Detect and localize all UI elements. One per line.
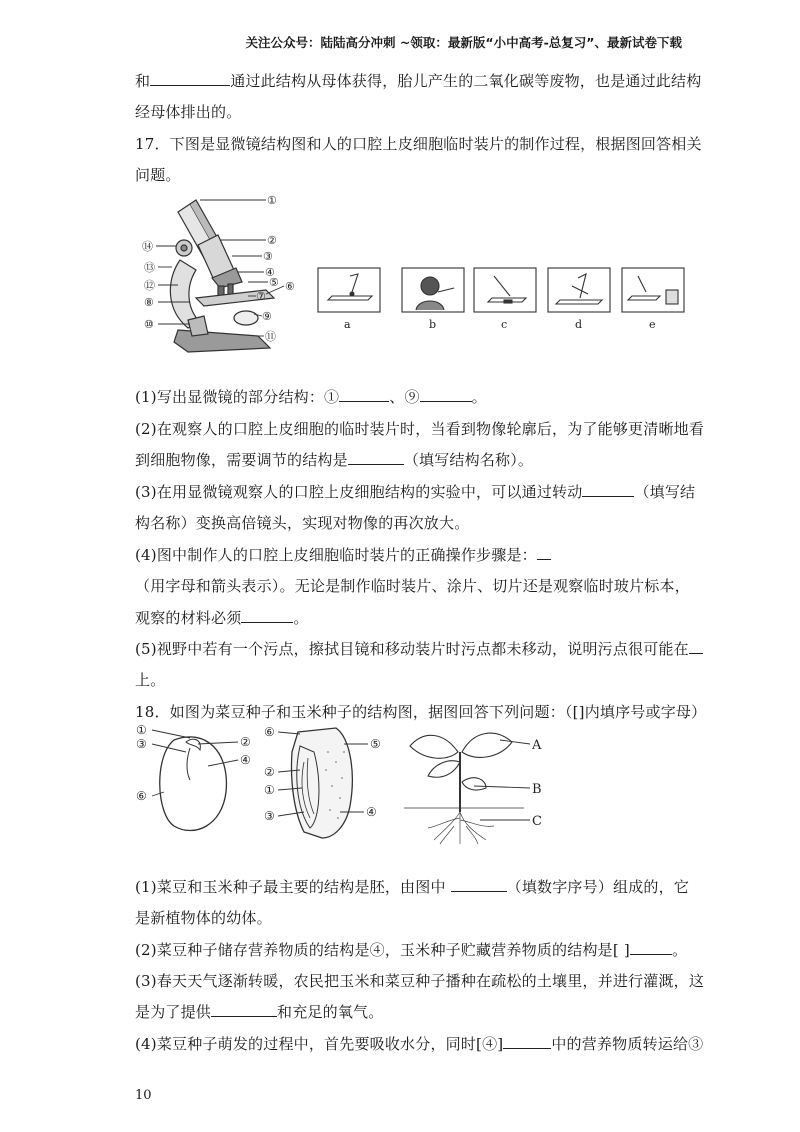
corn-seed-figure bbox=[264, 722, 390, 844]
seedling-label: B bbox=[532, 782, 542, 797]
microscope-figure bbox=[138, 190, 308, 360]
text-line: (2)菜豆种子储存营养物质的结构是④，玉米种子贮藏营养物质的结构是[ ] 。 bbox=[135, 941, 688, 959]
microscope-label: ③ bbox=[263, 250, 273, 263]
microscope-label: ⑩ bbox=[144, 318, 154, 331]
microscope-label: ④ bbox=[265, 266, 275, 279]
step-label: b bbox=[429, 318, 437, 331]
seedling-figure bbox=[404, 722, 556, 848]
seedling-label: C bbox=[532, 814, 542, 829]
text-line: (3)在用显微镜观察人的口腔上皮细胞结构的实验中，可以通过转动 （填写结 bbox=[135, 483, 696, 501]
microscope-label: ⑬ bbox=[144, 261, 155, 274]
seedling-label: A bbox=[532, 738, 542, 753]
text-line: (1)写出显微镜的部分结构：① 、⑨ 。 bbox=[135, 388, 487, 406]
text-line: (2)在观察人的口腔上皮细胞的临时装片时，当看到物像轮廓后，为了能够更清晰地看 bbox=[135, 420, 705, 438]
step-label: c bbox=[501, 318, 508, 331]
microscope-label: ⑦ bbox=[256, 290, 266, 303]
answer-blank[interactable] bbox=[150, 71, 230, 86]
microscope-label: ⑨ bbox=[262, 310, 272, 323]
microscope-label: ⑭ bbox=[142, 240, 153, 253]
microscope-label: ① bbox=[267, 194, 277, 207]
text-line: （用字母和箭头表示）。无论是制作临时装片、涂片、切片还是观察临时玻片标本， bbox=[135, 577, 690, 595]
text-line: 是为了提供 和充足的氧气。 bbox=[135, 1003, 384, 1021]
corn-label: ③ bbox=[264, 809, 275, 823]
answer-blank[interactable] bbox=[241, 608, 293, 623]
answer-blank[interactable] bbox=[348, 450, 404, 465]
corn-label: ① bbox=[264, 783, 275, 797]
corn-label: ④ bbox=[366, 805, 377, 819]
step-label: a bbox=[344, 318, 351, 331]
text-line: (4)菜豆种子萌发的过程中，首先要吸收水分，同时[④] 中的营养物质转运给③ bbox=[135, 1035, 704, 1053]
corn-label: ⑥ bbox=[264, 725, 275, 739]
corn-label: ⑤ bbox=[370, 737, 381, 751]
text-line: 到细胞物像，需要调节的结构是 （填写结构名称）。 bbox=[135, 451, 534, 469]
answer-blank[interactable] bbox=[420, 387, 472, 402]
microscope-label: ⑤ bbox=[269, 276, 279, 289]
text-line: 观察的材料必须 。 bbox=[135, 609, 309, 627]
text-line: 问题。 bbox=[135, 166, 181, 184]
step-label: e bbox=[649, 318, 656, 331]
text-line: (3)春天天气逐渐转暖，农民把玉米和菜豆种子播种在疏松的土壤里，并进行灌溉，这 bbox=[135, 972, 705, 990]
bean-seed-figure bbox=[134, 722, 258, 840]
answer-blank[interactable] bbox=[689, 639, 703, 654]
page-number: 10 bbox=[135, 1088, 152, 1103]
bean-label: ⑥ bbox=[136, 789, 147, 803]
text-line: 上。 bbox=[135, 671, 166, 689]
text-line: 是新植物体的幼体。 bbox=[135, 909, 272, 927]
microscope-label: ⑧ bbox=[144, 296, 154, 309]
microscope-label: ② bbox=[267, 234, 277, 247]
answer-blank[interactable] bbox=[582, 482, 634, 497]
text-line: (1)菜豆和玉米种子最主要的结构是胚，由图中 （填数字序号）组成的，它 bbox=[135, 878, 690, 896]
text-line: (5)视野中若有一个污点，擦拭目镜和移动装片时污点都未移动，说明污点很可能在 bbox=[135, 638, 703, 659]
answer-blank[interactable] bbox=[503, 1034, 551, 1049]
answer-blank[interactable] bbox=[339, 387, 389, 402]
question-18-title: 18．如图为菜豆种子和玉米种子的结构图，据图回答下列问题：（[]内填序号或字母） bbox=[135, 703, 707, 721]
slide-prep-steps bbox=[316, 266, 688, 332]
step-label: d bbox=[575, 318, 583, 331]
microscope-label: ⑫ bbox=[144, 279, 155, 292]
corn-label: ② bbox=[264, 765, 275, 779]
answer-blank[interactable] bbox=[211, 1002, 277, 1017]
question-17-title: 17．下图是显微镜结构图和人的口腔上皮细胞临时装片的制作过程，根据图回答相关 bbox=[135, 135, 702, 153]
bean-label: ① bbox=[136, 723, 147, 737]
page-header: 关注公众号：陆陆高分冲刺 ~领取：最新版“小中高考-总复习”、最新试卷下载 bbox=[245, 35, 682, 50]
text-line: 经母体排出的。 bbox=[135, 103, 242, 121]
text-line: 和 通过此结构从母体获得，胎儿产生的二氧化碳等废物，也是通过此结构 bbox=[135, 72, 702, 90]
bean-label: ③ bbox=[136, 737, 147, 751]
answer-blank[interactable] bbox=[630, 940, 672, 955]
microscope-label: ⑪ bbox=[265, 330, 276, 343]
text-line: 构名称）变换高倍镜头，实现对物像的再次放大。 bbox=[135, 514, 470, 532]
microscope-label: ⑥ bbox=[285, 280, 295, 293]
bean-label: ④ bbox=[240, 753, 251, 767]
bean-label: ② bbox=[240, 735, 251, 749]
text-line: (4)图中制作人的口腔上皮细胞临时装片的正确操作步骤是： bbox=[135, 544, 551, 565]
answer-blank[interactable] bbox=[537, 545, 551, 560]
answer-blank[interactable] bbox=[451, 877, 507, 892]
